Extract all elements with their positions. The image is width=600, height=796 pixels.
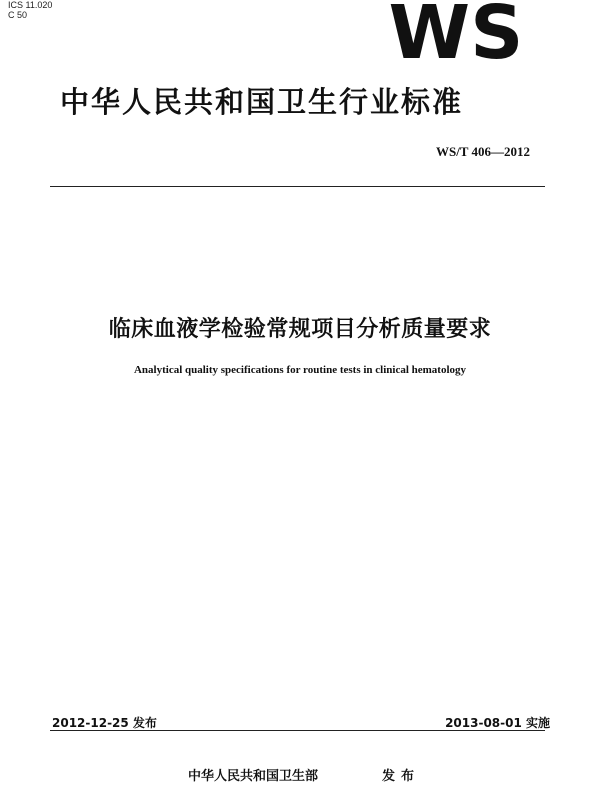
ics-code: ICS 11.020: [8, 0, 53, 10]
document-title: 临床血液学检验常规项目分析质量要求: [108, 317, 492, 342]
implementation-date: 2013-08-01 实施: [445, 716, 550, 730]
issue-date: 2012-12-25 发布: [52, 716, 157, 730]
issue-action: 发布: [382, 769, 421, 784]
footer-divider: [50, 730, 545, 731]
ws-logo: [388, 0, 524, 76]
ws-logo-text: WS: [388, 0, 524, 76]
document-subtitle-english: Analytical quality specifications for routine tests in clinical hematology: [133, 364, 467, 376]
ccs-code: C 50: [8, 10, 28, 20]
issuing-authority: 中华人民共和国卫生部: [188, 769, 319, 784]
standard-number: WS/T 406—2012: [435, 144, 530, 159]
standard-type-heading: 中华人民共和国卫生行业标准: [60, 85, 464, 119]
header-divider: [50, 186, 545, 187]
classification-codes: [8, 0, 52, 20]
